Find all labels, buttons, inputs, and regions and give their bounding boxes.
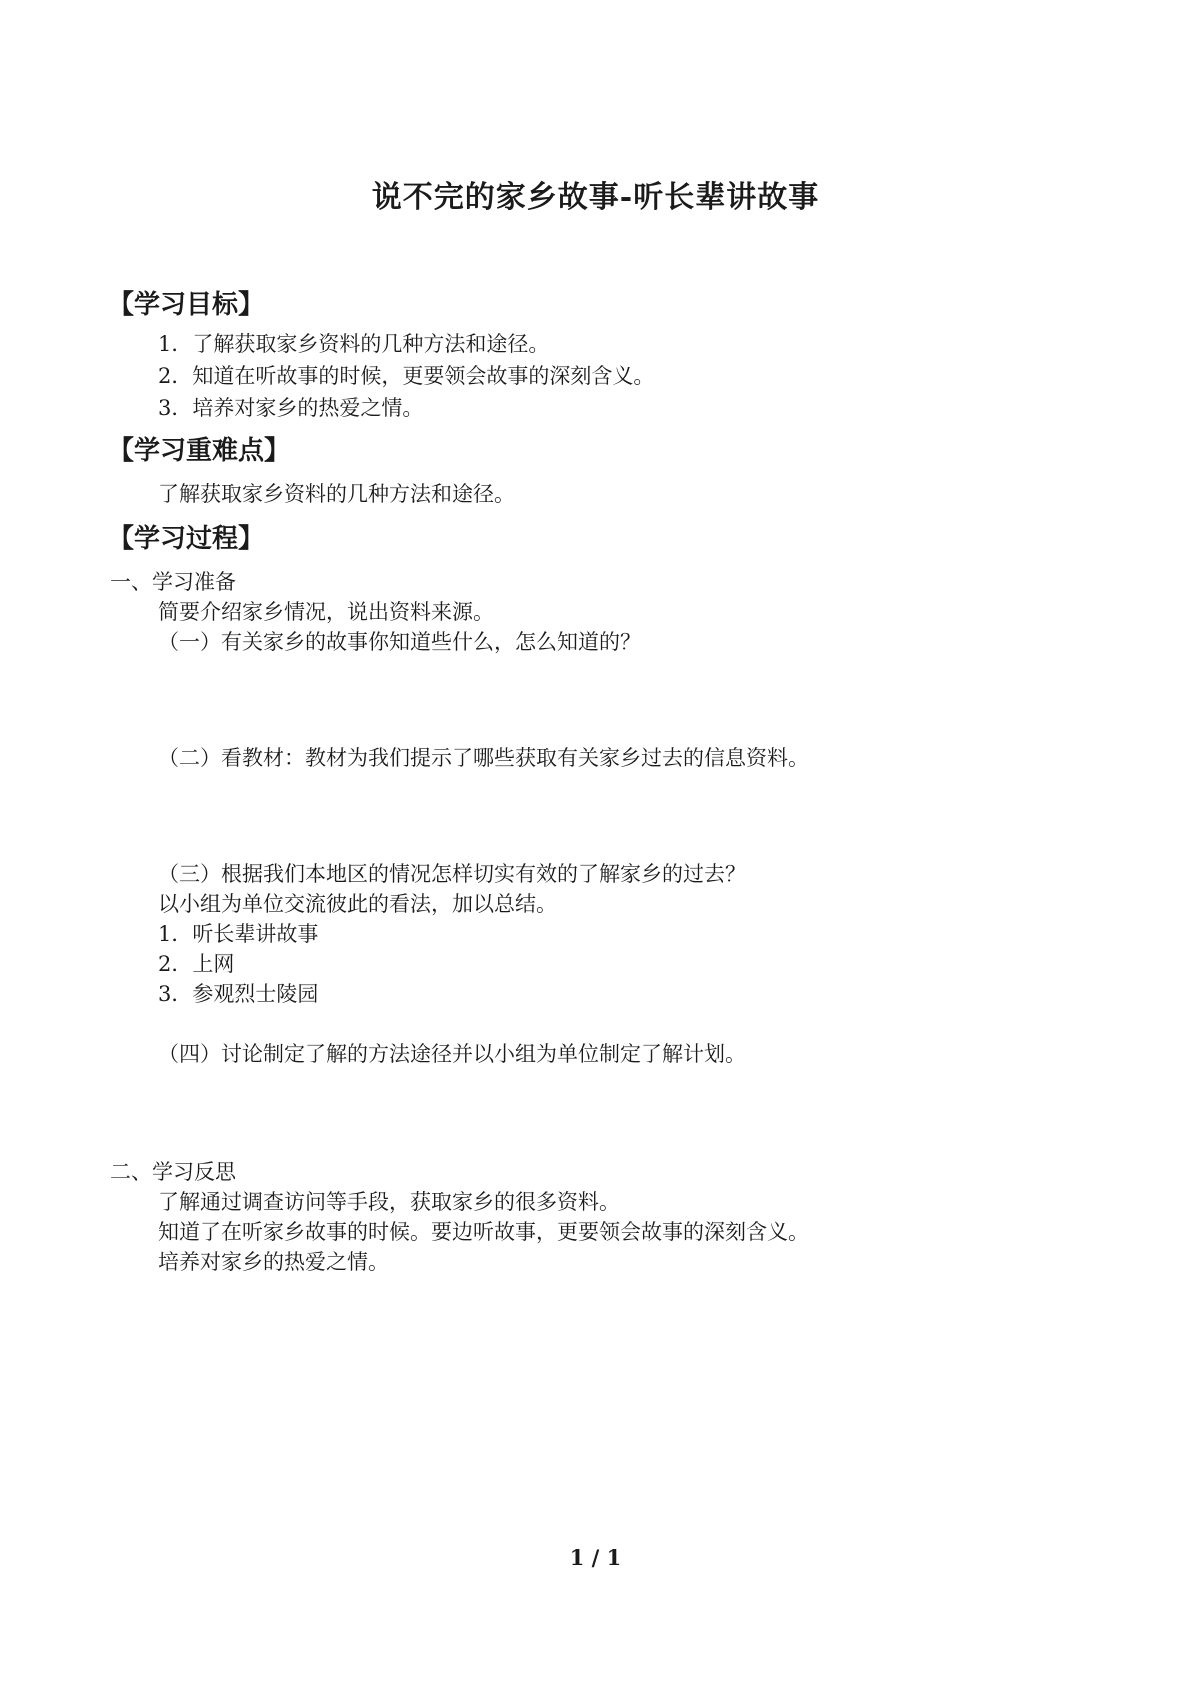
goal-item-3: 3．培养对家乡的热爱之情。 <box>158 396 424 420</box>
question-1: （一）有关家乡的故事你知道些什么，怎么知道的？ <box>158 630 641 654</box>
heading-key-points: 【学习重难点】 <box>108 436 291 466</box>
heading-learning-goals: 【学习目标】 <box>108 290 265 320</box>
goal-item-1: 1．了解获取家乡资料的几种方法和途径。 <box>158 332 550 356</box>
reflection-line-1: 了解通过调查访问等手段，获取家乡的很多资料。 <box>158 1190 620 1214</box>
question-3-note: 以小组为单位交流彼此的看法，加以总结。 <box>158 892 557 916</box>
document-title: 说不完的家乡故事-听长辈讲故事 <box>371 180 820 215</box>
heading-learning-process: 【学习过程】 <box>108 524 265 554</box>
key-points-text: 了解获取家乡资料的几种方法和途径。 <box>158 482 515 506</box>
goal-item-2: 2．知道在听故事的时候，更要领会故事的深刻含义。 <box>158 364 655 388</box>
q3-item-2: 2．上网 <box>158 952 235 976</box>
question-3: （三）根据我们本地区的情况怎样切实有效的了解家乡的过去？ <box>158 862 746 886</box>
part1-intro: 简要介绍家乡情况，说出资料来源。 <box>158 600 494 624</box>
page-number: 1 / 1 <box>569 1545 622 1570</box>
reflection-line-2: 知道了在听家乡故事的时候。要边听故事，更要领会故事的深刻含义。 <box>158 1220 809 1244</box>
question-4: （四）讨论制定了解的方法途径并以小组为单位制定了解计划。 <box>158 1042 746 1066</box>
question-2: （二）看教材：教材为我们提示了哪些获取有关家乡过去的信息资料。 <box>158 746 809 770</box>
part1-label: 一、学习准备 <box>110 570 236 594</box>
q3-item-1: 1．听长辈讲故事 <box>158 922 319 946</box>
part2-label: 二、学习反思 <box>110 1160 236 1184</box>
q3-item-3: 3．参观烈士陵园 <box>158 982 319 1006</box>
reflection-line-3: 培养对家乡的热爱之情。 <box>158 1250 389 1274</box>
